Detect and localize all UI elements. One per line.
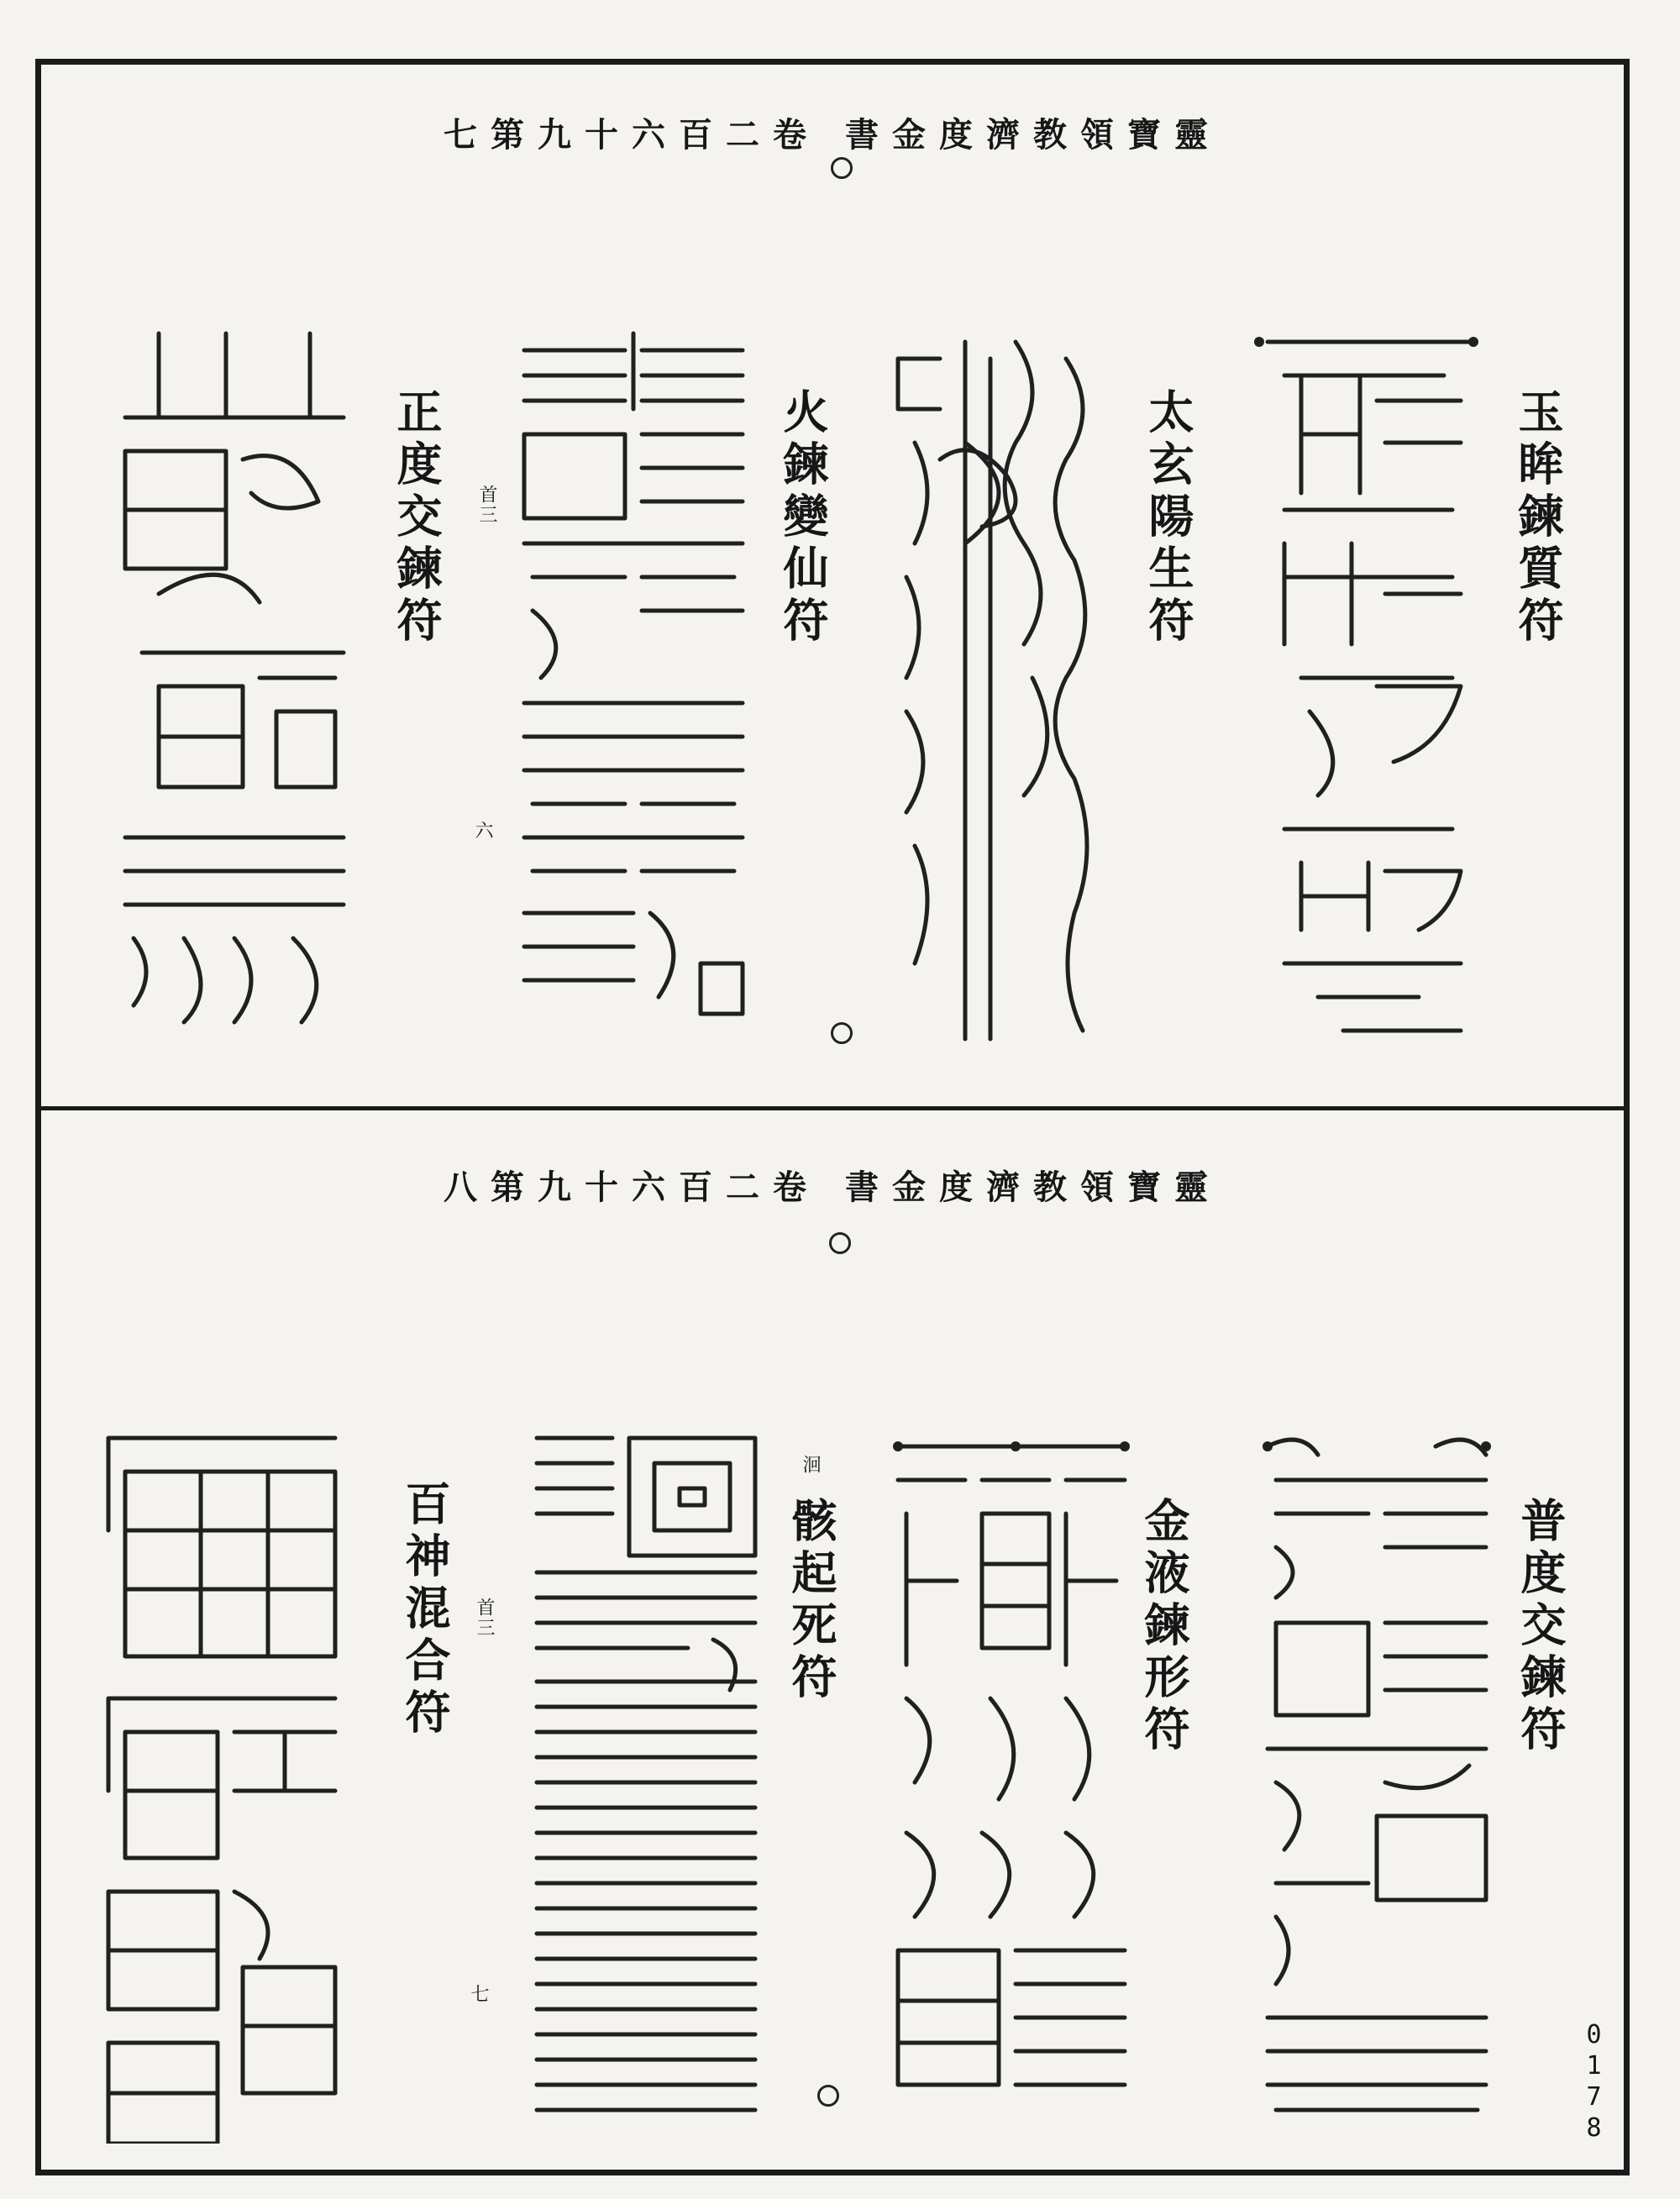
panel-header: 靈寶領教濟度金書 卷二百六十九第七: [444, 115, 1221, 155]
talisman-glyph: [881, 1430, 1133, 2118]
talisman-title: 火鍊變仙符: [776, 388, 830, 648]
talisman-title: 骸起死符: [785, 1497, 838, 1705]
side-note: 六: [472, 821, 493, 841]
talisman-note: 首三: [474, 1598, 495, 1638]
binding-hole: [831, 1022, 853, 1044]
talisman-glyph: [881, 325, 1116, 1047]
talisman-title: 正度交鍊符: [390, 388, 444, 648]
talisman-title: 百神混合符: [398, 1480, 452, 1740]
talisman-glyph: [1251, 325, 1486, 1047]
panel-header: 靈寶領教濟度金書 卷二百六十九第八: [444, 1168, 1221, 1207]
talisman-title: 普度交鍊符: [1514, 1497, 1567, 1757]
talisman-glyph: [108, 317, 360, 1039]
talisman-title: 金液鍊形符: [1137, 1497, 1191, 1757]
side-note: 七: [468, 1984, 489, 2004]
talisman-glyph: [92, 1421, 352, 2144]
page-frame: [35, 59, 1630, 2175]
binding-hole: [831, 157, 853, 179]
talisman-glyph: [520, 1421, 772, 2144]
talisman-note: 首三: [476, 485, 497, 525]
talisman-glyph: [1251, 1430, 1503, 2135]
talisman-title: 玉眸鍊質符: [1511, 388, 1565, 648]
talisman-note: 洄: [800, 1455, 821, 1475]
talisman-title: 太玄陽生符: [1142, 388, 1195, 648]
page-number: 0178: [1579, 2020, 1609, 2144]
binding-hole: [817, 2085, 839, 2107]
panel-bottom: [41, 1110, 1624, 2175]
binding-hole: [829, 1232, 851, 1254]
panel-top: [41, 65, 1624, 1110]
talisman-glyph: [507, 325, 759, 1031]
